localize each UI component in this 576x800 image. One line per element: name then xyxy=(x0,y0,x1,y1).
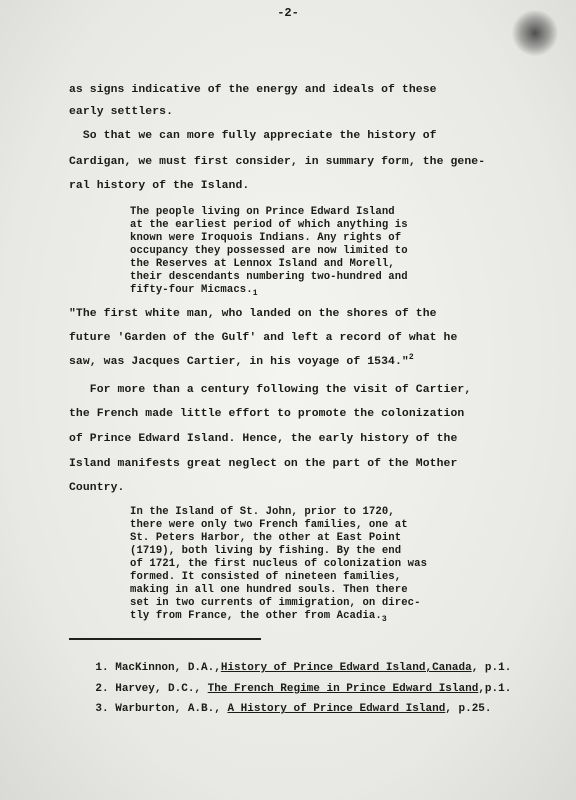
footnote-divider xyxy=(69,638,261,640)
quote-line: occupancy they possessed are now limited to xyxy=(130,245,408,257)
quote-line: making in all one hundred souls. Then there xyxy=(130,584,408,596)
quote-line: set in two currents of immigration, on direc- xyxy=(130,597,421,609)
quote-line: (1719), both living by fishing. By the end xyxy=(130,545,402,557)
body-line: So that we can more fully appreciate the history of xyxy=(69,130,437,142)
quote-line: formed. It consisted of nineteen families, xyxy=(130,571,402,583)
quote-line xyxy=(130,284,258,297)
footnote-title: The French Regime in Prince Edward Island xyxy=(207,683,479,695)
footnote-author: Warburton, A.B., xyxy=(115,703,221,715)
body-line-text: saw, was Jacques Cartier, in his voyage of 1534." xyxy=(69,356,409,368)
quote-line: known were Iroquois Indians. Any rights of xyxy=(130,232,402,244)
footnote-title: A History of Prince Edward Island xyxy=(227,703,446,715)
footnote-page: , p.1. xyxy=(471,662,512,674)
footnote xyxy=(69,691,492,727)
quote-line-text: tly from France, the other from Acadia. xyxy=(130,610,382,622)
quote-line: at the earliest period of which anything is xyxy=(130,219,408,231)
body-line: early settlers. xyxy=(69,106,174,118)
body-line: Country. xyxy=(69,482,125,494)
body-line: future 'Garden of the Gulf' and left a record of what he xyxy=(69,332,458,344)
page-number: -2- xyxy=(277,6,299,20)
quote-line: their descendants numbering two-hundred and xyxy=(130,271,408,283)
body-line: ral history of the Island. xyxy=(69,180,250,192)
body-line: of Prince Edward Island. Hence, the early history of the xyxy=(69,433,458,445)
body-line xyxy=(69,353,414,368)
body-line: Cardigan, we must first consider, in summary form, the gene- xyxy=(69,156,486,168)
footnote-marker: 3 xyxy=(381,615,387,625)
footnote-page: , p.25. xyxy=(445,703,492,715)
footnote-number: 1. xyxy=(95,662,109,674)
quote-line: of 1721, the first nucleus of colonization was xyxy=(130,558,428,570)
quote-line-text: fifty-four Micmacs. xyxy=(130,284,253,296)
quote-line: In the Island of St. John, prior to 1720, xyxy=(130,506,395,518)
footnote-number: 3. xyxy=(95,703,109,715)
body-line: "The first white man, who landed on the shores of the xyxy=(69,308,437,320)
footnote-author: MacKinnon, D.A., xyxy=(115,662,221,674)
footnote-number: 2. xyxy=(95,683,109,695)
body-line: Island manifests great neglect on the part of the Mother xyxy=(69,458,458,470)
quote-line: there were only two French families, one at xyxy=(130,519,408,531)
quote-line: The people living on Prince Edward Island xyxy=(130,206,395,218)
quote-line: the Reserves at Lennox Island and Morell, xyxy=(130,258,395,270)
footnote-author: Harvey, D.C., xyxy=(115,683,202,695)
footnote-title: History of Prince Edward Island,Canada xyxy=(220,662,472,674)
body-line: For more than a century following the visit of Cartier, xyxy=(69,384,472,396)
quote-line xyxy=(130,610,387,623)
body-line: as signs indicative of the energy and ideals of these xyxy=(69,84,437,96)
quote-line: St. Peters Harbor, the other at East Point xyxy=(130,532,402,544)
body-line: the French made little effort to promote the colonization xyxy=(69,408,465,420)
footnote-marker: 2 xyxy=(408,353,414,363)
footnote-page: ,p.1. xyxy=(478,683,512,695)
footnote-marker: 1 xyxy=(252,289,258,299)
